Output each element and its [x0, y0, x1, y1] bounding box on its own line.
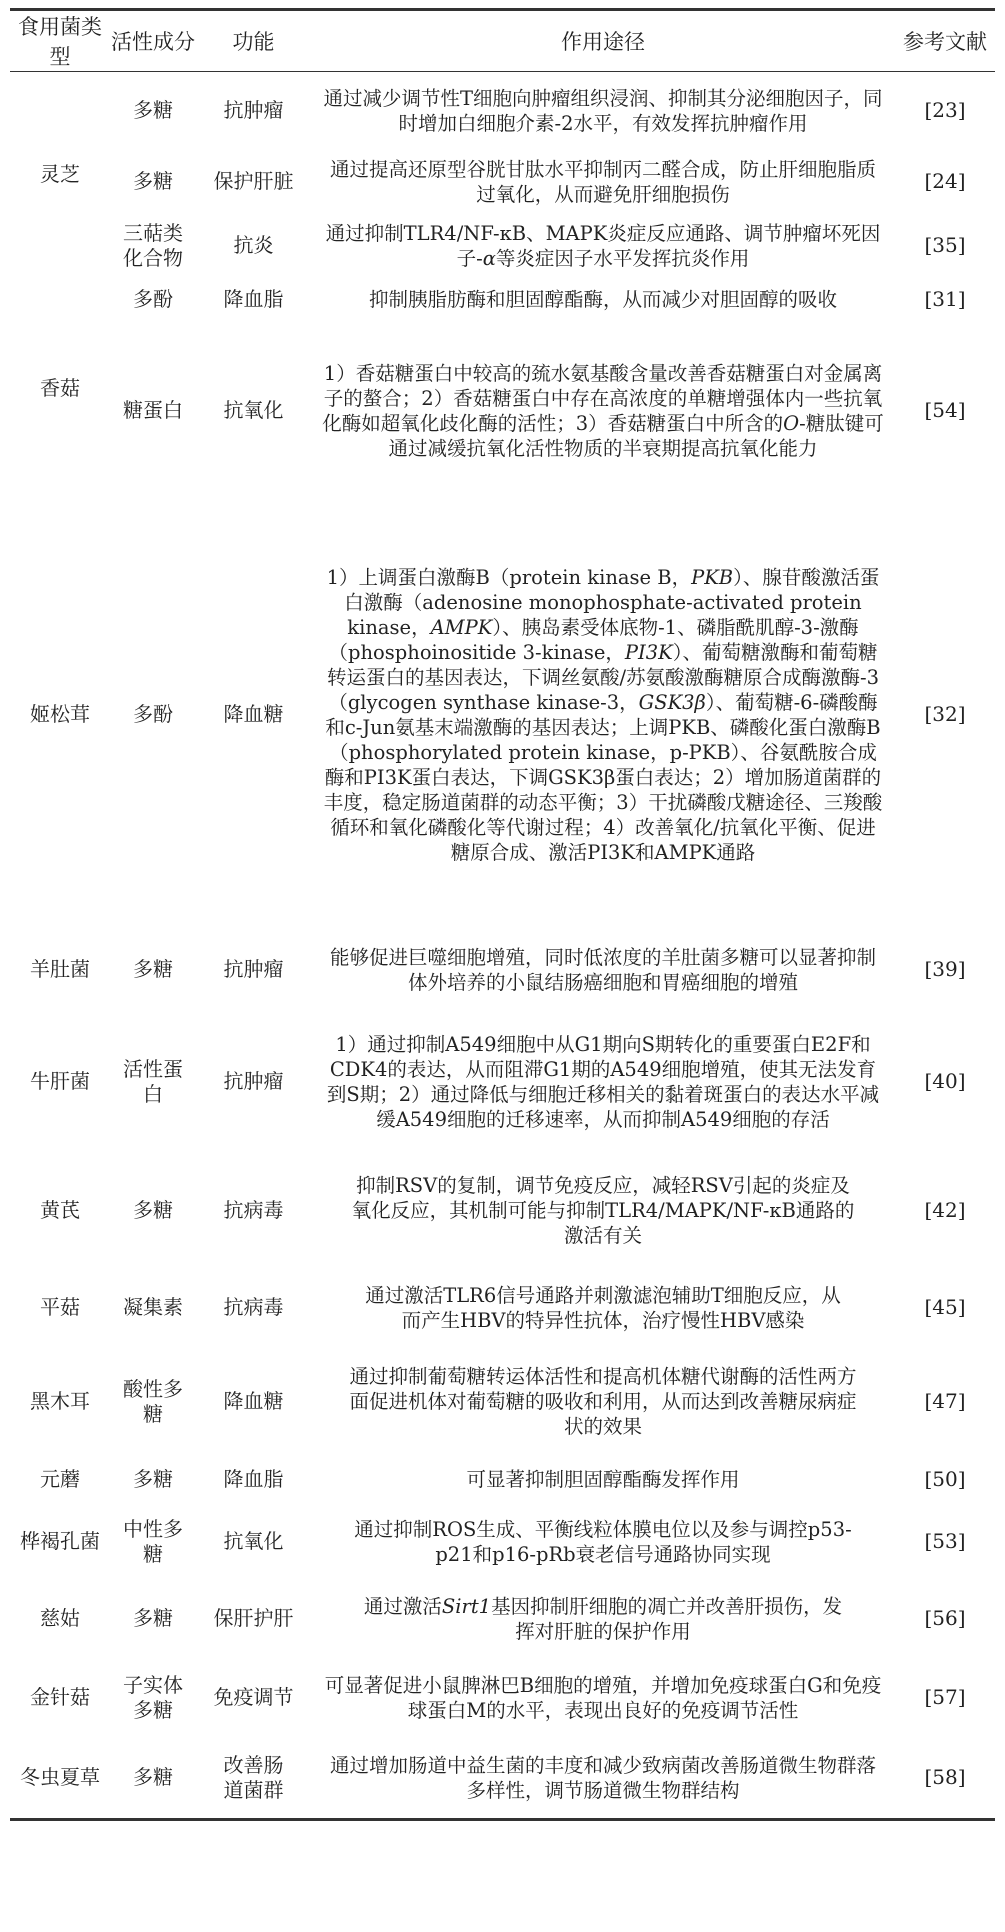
fungus-cell: 元蘑: [40, 1467, 80, 1491]
table-row: [10, 1456, 995, 1504]
table-header-row: [10, 10, 995, 72]
fungus-cell: 慈姑: [40, 1606, 80, 1630]
table-row: [10, 1580, 995, 1658]
reference-cell: [23]: [924, 98, 966, 123]
function-cell: 免疫调节: [213, 1685, 294, 1709]
pathway-cell: 抑制RSV的复制，调节免疫反应，减轻RSV引起的炎症及氧化反应，其机制可能与抑制TLR4/MAPK/NF-κB通路的激活有关: [351, 1174, 855, 1247]
table-row: [10, 278, 995, 322]
reference-cell: [35]: [924, 233, 966, 257]
pathway-cell: 能够促进巨噬细胞增殖，同时低浓度的羊肚菌多糖可以显著抑制体外培养的小鼠结肠癌细胞和胃癌细胞的增殖: [329, 945, 876, 994]
fungus-cell: 牛肝菌: [30, 1069, 90, 1093]
pathway-cell: 通过增加肠道中益生菌的丰度和减少致病菌改善肠道微生物群落多样性，调节肠道微生物群结构: [329, 1753, 876, 1802]
function-cell: 抗肿瘤: [223, 957, 284, 981]
reference-cell: [32]: [924, 702, 966, 726]
reference-cell: [57]: [924, 1685, 966, 1709]
reference-cell: [58]: [924, 1765, 966, 1790]
function-cell: 改善肠道菌群: [223, 1752, 284, 1802]
header-pathway: 作用途径: [311, 10, 895, 72]
fungus-cell: 平菇: [40, 1295, 80, 1319]
pathway-cell: 通过提高还原型谷胱甘肽水平抑制丙二醛合成，防止肝细胞脂质过氧化，从而避免肝细胞损伤: [329, 157, 876, 206]
fungus-cell: 桦褐孔菌: [20, 1529, 100, 1553]
table-row: [10, 1738, 995, 1820]
header-reference: 参考文献: [895, 10, 995, 72]
pathway-cell: 通过减少调节性T细胞向肿瘤组织浸润、抑制其分泌细胞因子，同时增加白细胞介素-2水平，有效发挥抗肿瘤作用: [323, 86, 883, 135]
component-cell: 多糖: [133, 1467, 173, 1491]
pathway-cell: 1）通过抑制A549细胞中从G1期向S期转化的重要蛋白E2F和CDK4的表达，从而阻滞G1期的A549细胞增殖，使其无法发育到S期；2）通过降低与细胞迁移相关的黏着斑蛋白的表达水平减缓A549细胞的迁移速率，从而抑制A549细胞的存活: [326, 1032, 880, 1131]
component-cell: 多糖: [133, 1198, 173, 1222]
fungus-cell: 金针菇: [30, 1685, 90, 1709]
fungus-cell: 黑木耳: [30, 1389, 90, 1413]
function-cell: 降血糖: [223, 1389, 284, 1413]
pathway-cell: 通过抑制TLR4/NF-κB、MAPK炎症反应通路、调节肿瘤坏死因子-α等炎症因子水平发挥抗炎作用: [325, 221, 881, 270]
reference-cell: [39]: [924, 957, 966, 981]
reference-cell: [42]: [924, 1198, 966, 1222]
table-row: [10, 930, 995, 1010]
reference-cell: [40]: [924, 1069, 966, 1093]
table-row: [10, 214, 995, 278]
component-cell: 活性蛋白: [123, 1056, 183, 1106]
function-cell: 抗炎: [233, 233, 274, 257]
reference-cell: [53]: [924, 1529, 966, 1553]
reference-cell: [54]: [924, 398, 966, 422]
component-cell: 中性多糖: [123, 1516, 183, 1566]
component-cell: 糖蛋白: [123, 398, 183, 422]
function-cell: 降血脂: [223, 1467, 284, 1491]
reference-cell: [45]: [924, 1295, 966, 1319]
function-cell: 抗病毒: [223, 1295, 284, 1319]
data-table: [10, 8, 995, 1821]
reference-cell: [31]: [924, 287, 966, 311]
fungus-cell: 姬松茸: [30, 702, 90, 726]
pathway-cell: 通过抑制葡萄糖转运体活性和提高机体糖代谢酶的活性两方面促进机体对葡萄糖的吸收和利用，从而达到改善糖尿病症状的效果: [349, 1365, 857, 1438]
component-cell: 三萜类化合物: [123, 220, 183, 270]
component-cell: 多糖: [133, 1765, 173, 1790]
fungus-cell: 羊肚菌: [30, 957, 90, 981]
pathway-cell: 1）上调蛋白激酶B（protein kinase B，PKB）、腺苷酸激活蛋白激酶（adenosine monophosphate-activated protein kinase，AMPK）、胰岛素受体底物-1、磷脂酰肌醇-3-激酶（phosphoinositide 3-kinase，PI3K）、葡萄糖激酶和葡萄糖转运蛋白的基因表达，下调丝氨酸/苏氨酸激酶糖原合成酶激酶-3（glycogen synthase kinase-3，GSK3β）、葡萄糖-6-磷酸酶和c-Jun氨基末端激酶的基因表达；上调PKB、磷酸化蛋白激酶B（phosphorylated protein kinase，p-PKB）、谷氨酰胺合成酶和PI3K蛋白表达，下调GSK3β蛋白表达；2）增加肠道菌群的丰度，稳定肠道菌群的动态平衡；3）干扰磷酸戊糖途径、三羧酸循环和氧化磷酸化等代谢过程；4）改善氧化/抗氧化平衡、促进糖原合成、激活PI3K和AMPK通路: [323, 565, 883, 864]
component-cell: 多酚: [133, 702, 173, 726]
table-row: [10, 1504, 995, 1580]
component-cell: 多糖: [133, 957, 173, 981]
function-cell: 抗肿瘤: [223, 98, 284, 123]
pathway-cell: 可显著抑制胆固醇酯酶发挥作用: [466, 1468, 740, 1491]
component-cell: 多糖: [133, 169, 173, 193]
component-cell: 多酚: [133, 287, 173, 311]
function-cell: 抗肿瘤: [223, 1069, 284, 1093]
component-cell: 酸性多糖: [123, 1376, 183, 1426]
reference-cell: [50]: [924, 1467, 966, 1491]
pathway-cell: 通过激活TLR6信号通路并刺激滤泡辅助T细胞反应，从而产生HBV的特异性抗体，治疗慢性HBV感染: [365, 1283, 841, 1332]
component-cell: 多糖: [133, 98, 173, 123]
table-row: [10, 322, 995, 500]
reference-cell: [24]: [924, 169, 966, 193]
component-cell: 多糖: [133, 1606, 173, 1630]
component-cell: 子实体多糖: [123, 1672, 183, 1722]
header-fungus-type: 食用菌类型: [10, 10, 110, 72]
table-row: [10, 1348, 995, 1456]
table-row: [10, 150, 995, 214]
table-row: [10, 1268, 995, 1348]
fungus-cell: 灵芝: [40, 162, 80, 187]
header-function: 功能: [196, 10, 311, 72]
function-cell: 降血糖: [223, 702, 284, 726]
function-cell: 抗氧化: [223, 1529, 284, 1553]
table-row: [10, 500, 995, 930]
function-cell: 保肝护肝: [213, 1606, 294, 1630]
reference-cell: [56]: [924, 1606, 966, 1630]
function-cell: 保护肝脏: [213, 169, 294, 193]
function-cell: 降血脂: [223, 287, 284, 311]
pathway-cell: 可显著促进小鼠脾淋巴B细胞的增殖，并增加免疫球蛋白G和免疫球蛋白M的水平，表现出良好的免疫调节活性: [324, 1673, 882, 1722]
pathway-cell: 通过抑制ROS生成、平衡线粒体膜电位以及参与调控p53-p21和p16-pRb衰老信号通路协同实现: [354, 1517, 852, 1566]
pathway-cell: 1）香菇糖蛋白中较高的巯水氨基酸含量改善香菇糖蛋白对金属离子的螯合；2）香菇糖蛋白中存在高浓度的单糖增强体内一些抗氧化酶如超氧化歧化酶的活性；3）香菇糖蛋白中所含的O-糖肽键可通过减缓抗氧化活性物质的半衰期提高抗氧化能力: [322, 361, 884, 460]
reference-cell: [47]: [924, 1389, 966, 1413]
table-row: [10, 72, 995, 150]
function-cell: 抗病毒: [223, 1198, 284, 1222]
header-active-component: 活性成分: [110, 10, 196, 72]
component-cell: 凝集素: [123, 1295, 183, 1319]
pathway-cell: 通过激活Sirt1基因抑制肝细胞的凋亡并改善肝损伤，发挥对肝脏的保护作用: [363, 1594, 843, 1643]
fungus-cell: 冬虫夏草: [20, 1765, 100, 1790]
table-row: [10, 1658, 995, 1738]
fungus-cell: 香菇: [40, 376, 80, 400]
fungus-cell: 黄芪: [40, 1198, 80, 1222]
table-row: [10, 1154, 995, 1268]
table-row: [10, 1010, 995, 1154]
pathway-cell: 抑制胰脂肪酶和胆固醇酯酶，从而减少对胆固醇的吸收: [368, 288, 837, 311]
function-cell: 抗氧化: [223, 398, 284, 422]
